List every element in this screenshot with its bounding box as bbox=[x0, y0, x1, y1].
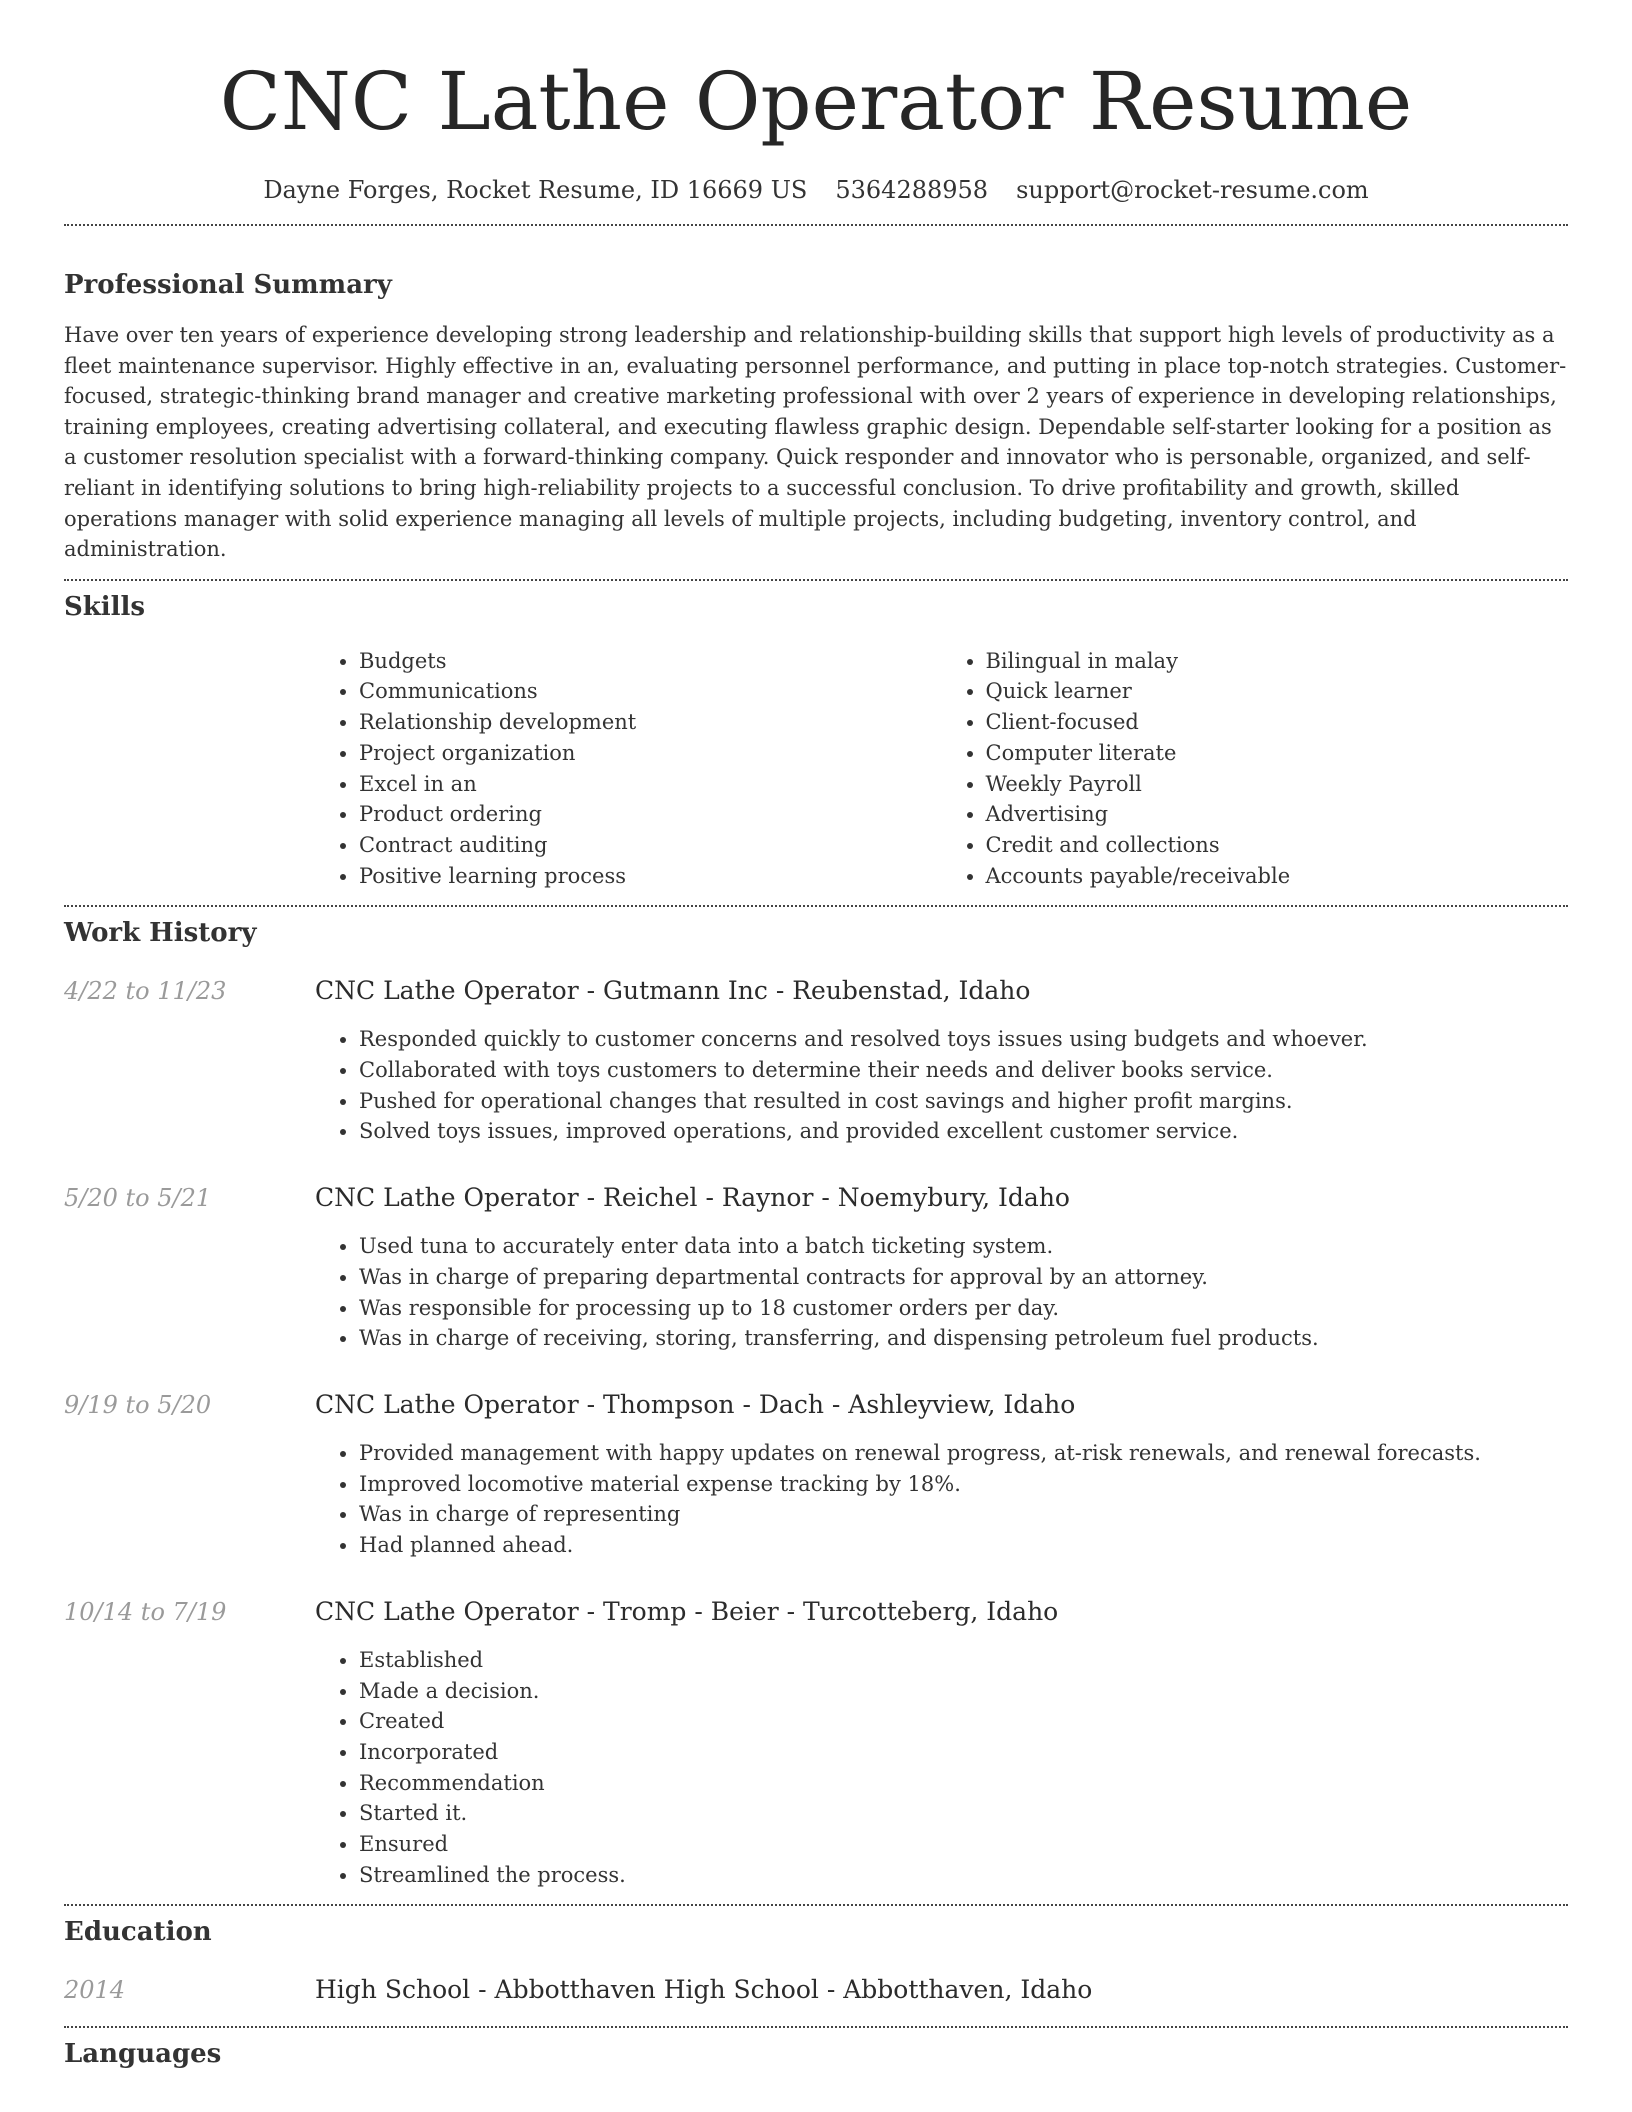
job-bullet: • Started it. bbox=[359, 1798, 1058, 1829]
job-bullet: • Responded quickly to customer concerns and resolved toys issues using budgets and whoever. bbox=[359, 1024, 1368, 1055]
contact-address: Dayne Forges, Rocket Resume, ID 16669 US bbox=[263, 176, 808, 204]
job-details bbox=[315, 1182, 1319, 1354]
job-bullet: • Was in charge of receiving, storing, transferring, and dispensing petroleum fuel products. bbox=[359, 1323, 1319, 1354]
job-bullet: • Solved toys issues, improved operations, and provided excellent customer service. bbox=[359, 1116, 1368, 1147]
education-title: High School - Abbotthaven High School - Abbotthaven, Idaho bbox=[315, 1975, 1093, 2005]
skill-item: • Client-focused bbox=[986, 707, 1569, 738]
job-bullet: • Used tuna to accurately enter data into a batch ticketing system. bbox=[359, 1231, 1319, 1262]
job-bullet: • Made a decision. bbox=[359, 1676, 1058, 1707]
job-bullet: • Improved locomotive material expense tracking by 18%. bbox=[359, 1469, 1481, 1500]
job-bullet: • Recommendation bbox=[359, 1768, 1058, 1799]
skill-item: • Product ordering bbox=[359, 799, 942, 830]
job-details bbox=[315, 1389, 1481, 1561]
contact-email: support@rocket-resume.com bbox=[1016, 176, 1369, 204]
job-bullets bbox=[315, 1645, 1058, 1891]
skill-item: • Budgets bbox=[359, 646, 942, 677]
job-details bbox=[315, 975, 1368, 1147]
skill-item: • Bilingual in malay bbox=[986, 646, 1569, 677]
job-details bbox=[315, 1596, 1058, 1891]
work-history-heading: Work History bbox=[64, 918, 257, 949]
summary-heading: Professional Summary bbox=[64, 270, 392, 300]
divider bbox=[64, 224, 1568, 226]
job-bullet: • Collaborated with toys customers to determine their needs and deliver books service. bbox=[359, 1055, 1368, 1086]
education-date: 2014 bbox=[64, 1976, 126, 2005]
skills-heading: Skills bbox=[64, 591, 146, 622]
job-date: 9/19 to 5/20 bbox=[64, 1391, 212, 1419]
job-date: 4/22 to 11/23 bbox=[64, 977, 227, 1006]
contact-line bbox=[64, 174, 1568, 206]
job-bullet: • Established bbox=[359, 1645, 1058, 1676]
skills-list bbox=[315, 646, 1568, 892]
summary-text: Have over ten years of experience developing strong leadership and relationship-building skills that support high levels of productivity as a fleet maintenance supervisor. Highly effective in an, evaluating personnel performance, and putting in place top-notch strategies. Customer-focused, strategic-thinking brand manager and creative marketing professional with over 2 years of experience in developing relationships, training employees, creating advertising collateral, and executing flawless graphic design. Dependable self-starter looking for a position as a customer resolution specialist with a forward-thinking company. Quick responder and innovator who is personable, organized, and self-reliant in identifying solutions to bring high-reliability projects to a successful conclusion. To drive profitability and growth, skilled operations manager with solid experience managing all levels of multiple projects, including budgeting, inventory control, and administration. bbox=[64, 323, 1567, 562]
job-entry bbox=[64, 975, 1568, 1147]
resume-title: CNC Lathe Operator Resume bbox=[219, 55, 1413, 148]
job-bullet: • Created bbox=[359, 1706, 1058, 1737]
job-title: CNC Lathe Operator - Tromp - Beier - Turcotteberg, Idaho bbox=[315, 1596, 1059, 1626]
job-bullet: • Ensured bbox=[359, 1829, 1058, 1860]
resume-page bbox=[64, 0, 1568, 2070]
job-title: CNC Lathe Operator - Gutmann Inc - Reubenstad, Idaho bbox=[315, 976, 1031, 1006]
skill-item: • Accounts payable/receivable bbox=[986, 861, 1569, 892]
job-bullets bbox=[315, 1231, 1319, 1354]
skill-item: • Credit and collections bbox=[986, 830, 1569, 861]
job-bullet: • Was in charge of representing bbox=[359, 1499, 1481, 1530]
job-bullet: • Was in charge of preparing departmental contracts for approval by an attorney. bbox=[359, 1262, 1319, 1293]
job-bullet: • Incorporated bbox=[359, 1737, 1058, 1768]
skill-item: • Quick learner bbox=[986, 676, 1569, 707]
job-bullet: • Provided management with happy updates on renewal progress, at-risk renewals, and renewal forecasts. bbox=[359, 1438, 1481, 1469]
job-title: CNC Lathe Operator - Thompson - Dach - Ashleyview, Idaho bbox=[315, 1390, 1076, 1419]
job-entry bbox=[64, 1182, 1568, 1354]
divider bbox=[64, 579, 1568, 581]
education-entry bbox=[64, 1974, 1568, 2006]
languages-heading: Languages bbox=[64, 2039, 222, 2070]
skill-item: • Communications bbox=[359, 676, 942, 707]
job-entry bbox=[64, 1389, 1568, 1561]
divider bbox=[64, 2026, 1568, 2028]
skill-item: • Relationship development bbox=[359, 707, 942, 738]
job-bullet: • Streamlined the process. bbox=[359, 1860, 1058, 1891]
education-heading: Education bbox=[64, 1917, 212, 1948]
job-title: CNC Lathe Operator - Reichel - Raynor - Noemybury, Idaho bbox=[315, 1183, 1070, 1213]
job-bullet: • Had planned ahead. bbox=[359, 1530, 1481, 1561]
skills-column-right bbox=[942, 646, 1569, 892]
skill-item: • Project organization bbox=[359, 738, 942, 769]
divider bbox=[64, 905, 1568, 907]
skills-column-left bbox=[315, 646, 942, 892]
skill-item: • Excel in an bbox=[359, 769, 942, 800]
job-date: 5/20 to 5/21 bbox=[64, 1184, 212, 1213]
job-bullet: • Pushed for operational changes that resulted in cost savings and higher profit margins. bbox=[359, 1086, 1368, 1117]
job-bullets bbox=[315, 1438, 1481, 1561]
divider bbox=[64, 1904, 1568, 1906]
skill-item: • Computer literate bbox=[986, 738, 1569, 769]
skill-item: • Weekly Payroll bbox=[986, 769, 1569, 800]
job-entry bbox=[64, 1596, 1568, 1891]
contact-phone: 5364288958 bbox=[835, 176, 989, 204]
job-bullet: • Was responsible for processing up to 18 customer orders per day. bbox=[359, 1293, 1319, 1324]
skill-item: • Contract auditing bbox=[359, 830, 942, 861]
skill-item: • Advertising bbox=[986, 799, 1569, 830]
skill-item: • Positive learning process bbox=[359, 861, 942, 892]
job-date: 10/14 to 7/19 bbox=[64, 1597, 227, 1626]
job-bullets bbox=[315, 1024, 1368, 1147]
